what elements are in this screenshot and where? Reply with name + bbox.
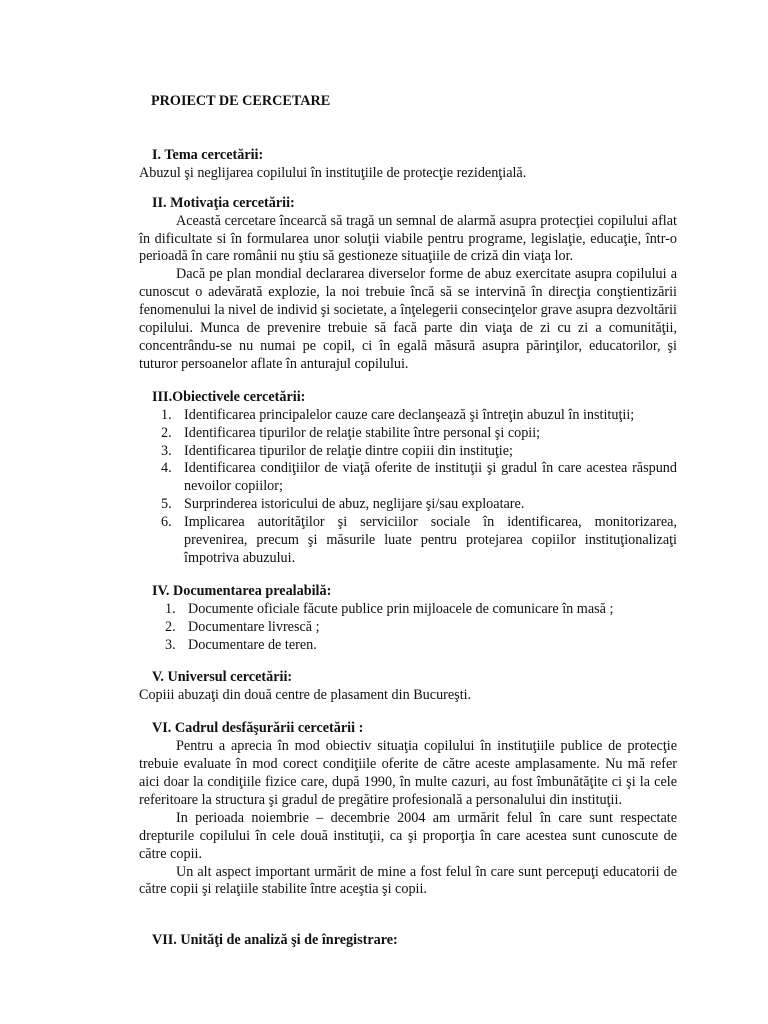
list-item: 3. Identificarea tipurilor de relaţie dintre copiii din instituţie;: [161, 442, 513, 459]
list-item: 5. Surprinderea istoricului de abuz, neglijare şi/sau exploatare.: [161, 496, 525, 513]
section-6-heading: VI. Cadrul desfăşurării cercetării :: [152, 720, 364, 737]
document-title: PROIECT DE CERCETARE: [151, 93, 331, 109]
document-body: [139, 93, 677, 950]
list-item: 6. Implicarea autorităţilor şi serviciilor sociale în identificarea, monitorizarea, prevenirea, precum şi măsurile luate pentru protejarea copiilor instituţionalizaţi împotriva abuzului.: [161, 514, 677, 566]
section-4-heading: IV. Documentarea prealabilă:: [152, 582, 332, 599]
section-1-heading: I. Tema cercetării:: [152, 146, 264, 163]
list-item: 3. Documentare de teren.: [165, 636, 317, 653]
section-3-heading: III.Obiectivele cercetării:: [152, 388, 306, 405]
section-6-paragraph-3: Un alt aspect important urmărit de mine a fost felul în care sunt percepuţi educatorii de către copii şi relaţiile stabilite între aceştia şi copii.: [139, 863, 677, 898]
list-item: 1. Documente oficiale făcute publice prin mijloacele de comunicare în masă ;: [165, 600, 614, 617]
section-2-paragraph-2: Dacă pe plan mondial declararea diverselor forme de abuz exercitate asupra copilului a cunoscut o adevărată explozie, la noi trebuie încă să se intervină în direcţia conştientizării fenomenului la nivel de individ şi societate, a înţelegerii consecinţelor grave asupra dezvoltării copilului. Munca de prevenire trebuie să facă parte din viaţa de zi cu zi a comunităţii, concentrându-se nu numai pe copil, ci în egală măsură asupra părinţilor, educatorilor, şi tuturor persoanelor aflate în anturajul copilului.: [139, 266, 677, 372]
section-6-paragraph-1: Pentru a aprecia în mod obiectiv situaţia copilului în instituţiile publice de protecţie trebuie evaluate în mod corect condiţiile oferite de către aceste amplasamente. Nu mă refer aici doar la condiţiile fizice care, după 1990, în multe cazuri, au fost îmbunătăţite ci şi la cele referitoare la structura şi gradul de pregătire profesională a personalului din instituţii.: [139, 738, 677, 808]
list-item: 1. Identificarea principalelor cauze care declanşează şi întreţin abuzul în instituţii;: [161, 406, 635, 423]
section-5-text: Copiii abuzaţi din două centre de plasament din Bucureşti.: [139, 687, 472, 704]
section-2-heading: II. Motivaţia cercetării:: [152, 194, 295, 211]
list-item: 2. Documentare livrescă ;: [165, 618, 320, 635]
documentation-list: [139, 601, 677, 655]
section-1-text: Abuzul şi neglijarea copilului în instituţiile de protecţie rezidenţială.: [139, 164, 527, 181]
section-5-heading: V. Universul cercetării:: [152, 669, 293, 686]
section-7-heading: VII. Unităţi de analiză şi de înregistrare:: [152, 932, 398, 949]
list-item: 4. Identificarea condiţiilor de viaţă oferite de instituţii şi gradul în care acestea răspund nevoilor copiilor;: [161, 460, 677, 495]
section-6-paragraph-2: In perioada noiembrie – decembrie 2004 am urmărit felul în care sunt respectate drepturile copilului în cele două instituţii, ca şi proporţia în care acestea sunt cunoscute de către copii.: [139, 809, 677, 862]
section-2-paragraph-1: Această cercetare încearcă să tragă un semnal de alarmă asupra protecţiei copilului aflat în dificultate si în formularea unor soluţii viabile pentru programe, legislaţie, educaţie, într-o perioadă în care românii nu ştiu să gestioneze situaţiile de criză din viaţa lor.: [139, 212, 677, 265]
list-item: 2. Identificarea tipurilor de relaţie stabilite între personal şi copii;: [161, 424, 541, 441]
objectives-list: [139, 407, 677, 568]
